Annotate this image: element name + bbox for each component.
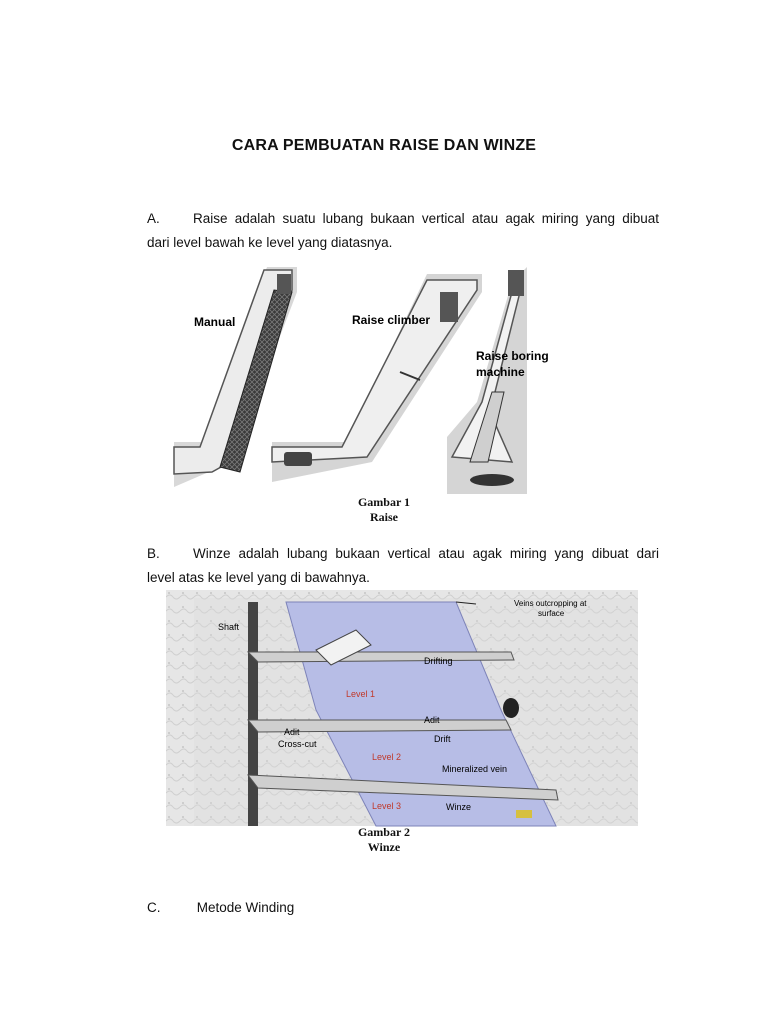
label-level-1: Level 1 [346,689,376,699]
figure-2-title: Winze [367,840,401,854]
label-raise-boring-1: Raise boring [476,349,549,363]
figure-1-caption [0,495,768,525]
label-crosscut: Cross-cut [278,739,317,749]
label-drifting: Drifting [424,656,453,666]
section-a-line2: dari level bawah ke level yang diatasnya. [147,235,393,250]
label-raise-climber: Raise climber [352,313,431,327]
section-b [147,542,659,590]
section-b-label: B. [147,546,160,561]
section-a [147,207,659,255]
page-title: CARA PEMBUATAN RAISE DAN WINZE [231,137,537,154]
section-c-line1: Metode Winding [196,900,295,915]
shaft-line [248,602,258,826]
label-level-2: Level 2 [372,752,402,762]
label-winze: Winze [446,802,472,812]
label-mineralized-vein: Mineralized vein [442,764,508,774]
figure-2-caption [0,825,768,855]
section-c-label: C. [147,900,161,915]
label-manual: Manual [194,315,236,329]
section-a-label: A. [147,211,160,226]
section-b-line2: level atas ke level yang di bawahnya. [147,570,370,585]
label-drift: Drift [434,734,451,744]
section-c [147,896,659,920]
figure-winze-illustration [166,590,638,826]
section-b-line1: Winze adalah lubang bukaan vertical atau agak miring yang dibuat dari [193,546,659,561]
section-a-line1: Raise adalah suatu lubang bukaan vertical atau agak miring yang dibuat [193,211,659,226]
label-raise-boring-2: machine [476,365,525,379]
figure-2-number: Gambar 2 [357,825,411,839]
label-adit: Adit [424,715,440,725]
label-shaft: Shaft [218,622,240,632]
level-1-tunnel [248,652,514,662]
figure-raise-illustration [172,262,549,494]
label-veins-1: Veins outcropping at [514,599,587,608]
label-veins-2: surface [538,609,565,618]
label-level-3: Level 3 [372,801,402,811]
figure-1-title: Raise [370,510,398,524]
figure-1-number: Gambar 1 [357,495,411,509]
label-adit-2: Adit [284,727,300,737]
